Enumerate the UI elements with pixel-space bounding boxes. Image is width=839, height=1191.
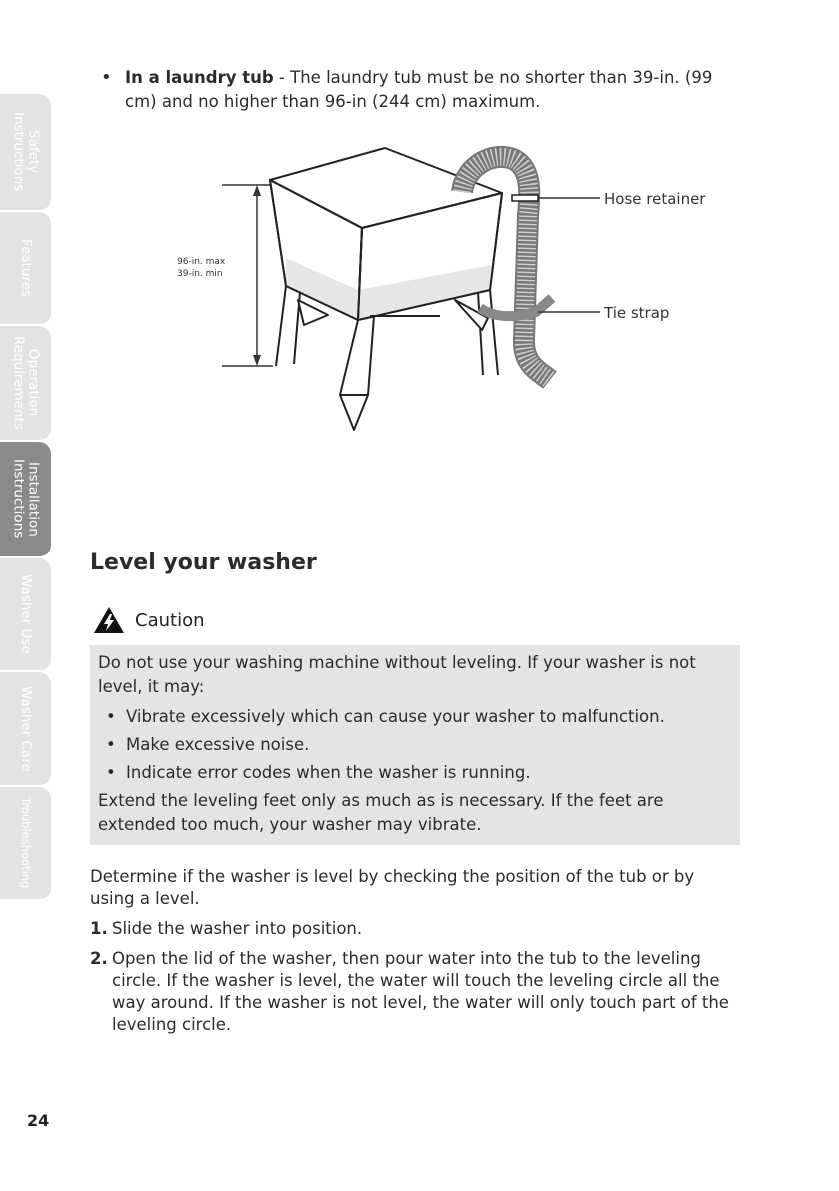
tab-washer-care[interactable] bbox=[0, 672, 51, 787]
tab-label: Operation Requirements bbox=[10, 336, 42, 430]
caution-list bbox=[98, 705, 732, 785]
caution-label: Caution bbox=[135, 609, 205, 631]
step-text: Slide the washer into position. bbox=[112, 919, 363, 938]
caution-box bbox=[90, 645, 740, 845]
bullet-lead: In a laundry tub bbox=[125, 68, 274, 87]
caution-heading bbox=[93, 606, 205, 634]
caution-note: Extend the leveling feet only as much as is necessary. If the feet are extended too much, your washer may vibrate. bbox=[98, 791, 664, 834]
list-item: • Indicate error codes when the washer is running. bbox=[98, 761, 732, 785]
tab-label: Features bbox=[18, 238, 34, 298]
warning-triangle-icon bbox=[93, 606, 125, 634]
tab-label: Washer Use bbox=[18, 574, 34, 654]
step-text: Open the lid of the washer, then pour water into the tub to the leveling circle. If the washer is level, the water will touch the leveling circle all the way around. If the washer is not level, the water will only touch part of the leveling circle. bbox=[112, 949, 729, 1034]
hose-retainer-clip bbox=[512, 195, 538, 201]
tab-label: Troubleshooting bbox=[19, 797, 33, 889]
laundry-tub-bullet bbox=[125, 66, 735, 114]
hose-retainer-label: Hose retainer bbox=[604, 190, 706, 208]
list-item bbox=[90, 918, 740, 940]
laundry-tub-illustration bbox=[177, 140, 800, 445]
leveling-intro: Determine if the washer is level by checking the position of the tub or by using a level. bbox=[90, 867, 695, 908]
steps-list bbox=[90, 918, 740, 1036]
tie-strap-label: Tie strap bbox=[604, 304, 670, 322]
leveling-instructions bbox=[90, 866, 740, 1044]
tab-safety-instructions[interactable] bbox=[0, 94, 51, 212]
step-number: 1. bbox=[90, 919, 108, 938]
section-title: Level your washer bbox=[90, 550, 317, 575]
tab-label: Washer Care bbox=[18, 685, 34, 772]
dimension-arrow-up bbox=[253, 185, 261, 196]
caution-intro: Do not use your washing machine without leveling. If your washer is not level, it may: bbox=[98, 653, 696, 696]
tab-operation-requirements[interactable] bbox=[0, 326, 51, 442]
tab-label: Installation Instructions bbox=[10, 459, 42, 539]
tab-installation-instructions[interactable] bbox=[0, 442, 51, 558]
tab-washer-use[interactable] bbox=[0, 558, 51, 672]
bullet-text: - The laundry tub must be no shorter than 39-in. (99 cm) and no higher than 96-in (244 cm) maximum. bbox=[125, 68, 713, 111]
list-item: • Vibrate excessively which can cause your washer to malfunction. bbox=[98, 705, 732, 729]
page-number: 24 bbox=[27, 1111, 50, 1130]
list-item: • Make excessive noise. bbox=[98, 733, 732, 757]
step-number: 2. bbox=[90, 949, 108, 968]
list-item bbox=[90, 948, 740, 1036]
tab-troubleshooting[interactable] bbox=[0, 787, 51, 901]
dimension-arrow-down bbox=[253, 355, 261, 366]
tab-label: Safety Instructions bbox=[10, 112, 42, 192]
tab-features[interactable] bbox=[0, 212, 51, 326]
height-min-label: 39-in. min bbox=[177, 269, 223, 279]
height-max-label: 96-in. max bbox=[177, 257, 226, 267]
